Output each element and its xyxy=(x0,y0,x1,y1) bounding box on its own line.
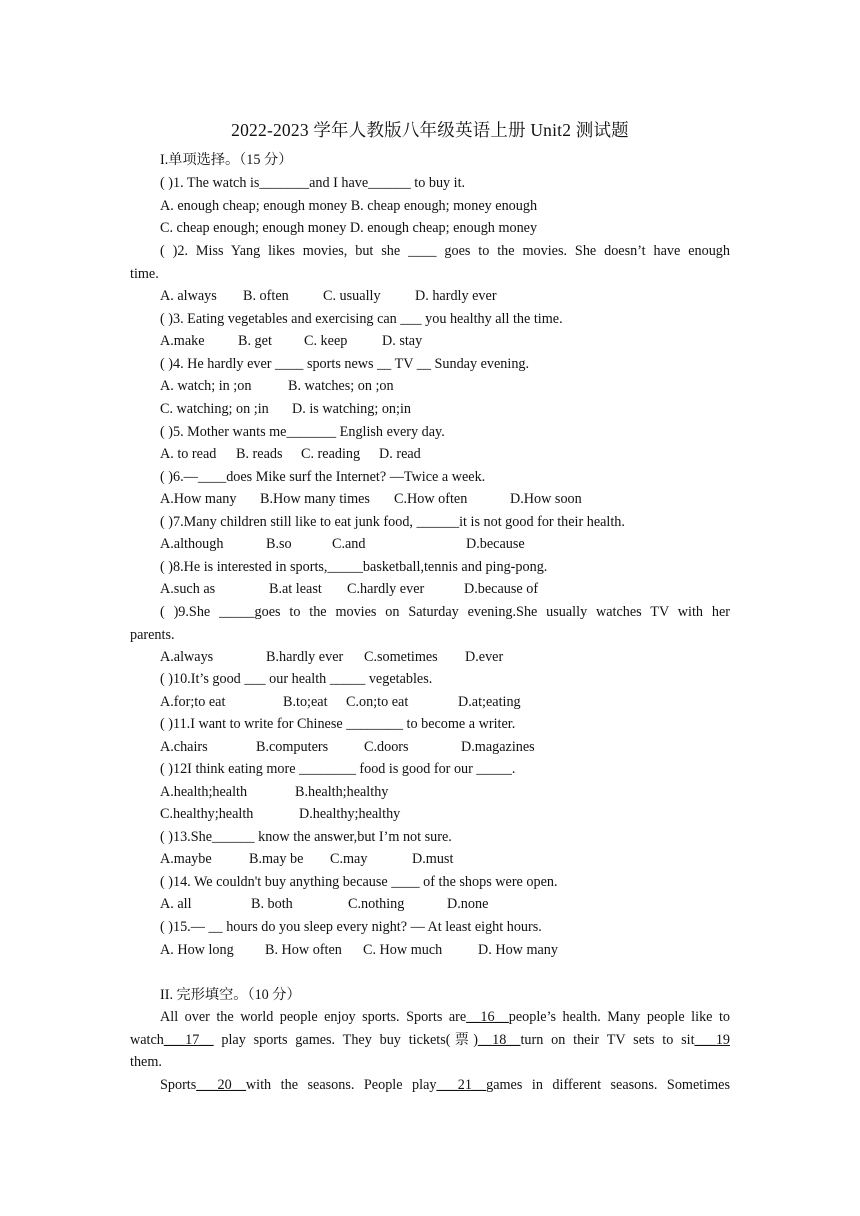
question-15-option-a: A. How long xyxy=(160,942,234,958)
question-12-option-d: D.healthy;healthy xyxy=(299,806,401,822)
question-9-stem-line1: ( )9.She _____goes to the movies on Saturday evening.She usually watches TV with her xyxy=(160,604,730,620)
question-9-option-a: A.always xyxy=(160,649,214,665)
question-3-option-a: A.make xyxy=(160,333,205,349)
question-7-option-c: C.and xyxy=(332,536,366,552)
question-10-option-a: A.for;to eat xyxy=(160,694,226,710)
question-1-options-line1: A. enough cheap; enough money B. cheap enough; money enough xyxy=(160,198,538,214)
question-4-option-c: C. watching; on ;in xyxy=(160,401,269,417)
question-6-option-b: B.How many times xyxy=(260,491,370,507)
question-10-stem: ( )10.It’s good ___ our health _____ vegetables. xyxy=(160,671,433,687)
question-8-option-a: A.such as xyxy=(160,581,216,597)
cloze-text: watch xyxy=(130,1032,164,1048)
question-8-option-b: B.at least xyxy=(269,581,322,597)
question-13-option-c: C.may xyxy=(330,851,368,867)
cloze-blank-21: ___21__ xyxy=(436,1077,487,1093)
question-14-option-b: B. both xyxy=(251,896,293,912)
cloze-paragraph-2-line1 xyxy=(160,1078,730,1092)
cloze-text: Sports xyxy=(160,1077,197,1093)
cloze-text: people’s health. Many people like to xyxy=(508,1009,730,1025)
question-7-option-b: B.so xyxy=(266,536,292,552)
question-2-option-b: B. often xyxy=(243,288,289,304)
question-4-stem: ( )4. He hardly ever ____ sports news __ TV __ Sunday evening. xyxy=(160,356,530,372)
question-14-option-a: A. all xyxy=(160,896,192,912)
question-5-option-c: C. reading xyxy=(301,446,361,462)
cloze-text: with the seasons. People play xyxy=(245,1077,437,1093)
question-2-option-a: A. always xyxy=(160,288,217,304)
question-7-stem: ( )7.Many children still like to eat junk food, ______it is not good for their health. xyxy=(160,514,625,530)
question-10-option-c: C.on;to eat xyxy=(346,694,409,710)
question-6-stem: ( )6.—____does Mike surf the Internet? —Twice a week. xyxy=(160,469,486,485)
section-2-heading: II. 完形填空。（10 分） xyxy=(160,987,301,1003)
question-2-option-d: D. hardly ever xyxy=(415,288,497,304)
question-13-option-a: A.maybe xyxy=(160,851,212,867)
question-1-stem: ( )1. The watch is_______and I have______ to buy it. xyxy=(160,175,466,191)
question-3-option-b: B. get xyxy=(238,333,272,349)
question-13-stem: ( )13.She______ know the answer,but I’m not sure. xyxy=(160,829,452,845)
question-11-option-c: C.doors xyxy=(364,739,409,755)
question-5-option-b: B. reads xyxy=(236,446,283,462)
question-2-option-c: C. usually xyxy=(323,288,381,304)
question-15-option-d: D. How many xyxy=(478,942,558,958)
question-12-option-a: A.health;health xyxy=(160,784,248,800)
question-7-option-d: D.because xyxy=(466,536,525,552)
question-14-option-c: C.nothing xyxy=(348,896,405,912)
cloze-text: turn on their TV sets to sit xyxy=(520,1032,695,1048)
section-1-heading: I.单项选择。（15 分） xyxy=(160,152,293,168)
question-5-stem: ( )5. Mother wants me_______ English every day. xyxy=(160,424,445,440)
question-11-option-a: A.chairs xyxy=(160,739,208,755)
question-3-option-d: D. stay xyxy=(382,333,423,349)
question-6-option-d: D.How soon xyxy=(510,491,582,507)
question-9-option-c: C.sometimes xyxy=(364,649,438,665)
question-4-option-a: A. watch; in ;on xyxy=(160,378,252,394)
question-6-option-c: C.How often xyxy=(394,491,468,507)
question-9-stem-line2: parents. xyxy=(130,627,175,643)
cloze-blank-18: __18__ xyxy=(477,1032,521,1048)
question-15-option-b: B. How often xyxy=(265,942,342,958)
question-12-stem: ( )12I think eating more ________ food is good for our _____. xyxy=(160,761,516,777)
cloze-paragraph-1-line3: them. xyxy=(130,1054,162,1070)
cloze-blank-16: __16__ xyxy=(466,1009,509,1025)
question-14-stem: ( )14. We couldn't buy anything because ____ of the shops were open. xyxy=(160,874,558,890)
question-5-option-a: A. to read xyxy=(160,446,217,462)
question-8-option-d: D.because of xyxy=(464,581,539,597)
question-11-option-d: D.magazines xyxy=(461,739,535,755)
question-14-option-d: D.none xyxy=(447,896,489,912)
question-15-option-c: C. How much xyxy=(363,942,443,958)
question-8-stem: ( )8.He is interested in sports,_____basketball,tennis and ping-pong. xyxy=(160,559,548,575)
question-10-option-d: D.at;eating xyxy=(458,694,521,710)
question-1-options-line2: C. cheap enough; enough money D. enough cheap; enough money xyxy=(160,220,538,236)
question-8-option-c: C.hardly ever xyxy=(347,581,425,597)
page-title: 2022-2023 学年人教版八年级英语上册 Unit2 测试题 xyxy=(231,120,629,140)
cloze-text: All over the world people enjoy sports. Sports are xyxy=(160,1009,467,1025)
question-9-option-d: D.ever xyxy=(465,649,504,665)
question-15-stem: ( )15.— __ hours do you sleep every night? — At least eight hours. xyxy=(160,919,542,935)
question-2-stem-line1: ( )2. Miss Yang likes movies, but she ____ goes to the movies. She doesn’t have enough xyxy=(160,243,730,259)
question-12-option-b: B.health;healthy xyxy=(295,784,389,800)
cloze-blank-20: ___20__ xyxy=(196,1077,246,1093)
question-4-option-d: D. is watching; on;in xyxy=(292,401,412,417)
question-6-option-a: A.How many xyxy=(160,491,237,507)
question-5-option-d: D. read xyxy=(379,446,421,462)
question-13-option-b: B.may be xyxy=(249,851,304,867)
question-3-option-c: C. keep xyxy=(304,333,348,349)
question-2-stem-line2: time. xyxy=(130,266,159,282)
question-3-stem: ( )3. Eating vegetables and exercising can ___ you healthy all the time. xyxy=(160,311,563,327)
cloze-blank-17: ___17__ xyxy=(163,1032,214,1048)
question-10-option-b: B.to;eat xyxy=(283,694,328,710)
question-4-option-b: B. watches; on ;on xyxy=(288,378,394,394)
question-11-option-b: B.computers xyxy=(256,739,329,755)
question-9-option-b: B.hardly ever xyxy=(266,649,344,665)
question-12-option-c: C.healthy;health xyxy=(160,806,254,822)
cloze-paragraph-1-line1 xyxy=(160,1010,730,1024)
cloze-blank-19: ___19 xyxy=(694,1032,730,1048)
cloze-text: games in different seasons. Sometimes xyxy=(486,1077,730,1093)
question-13-option-d: D.must xyxy=(412,851,454,867)
question-7-option-a: A.although xyxy=(160,536,224,552)
cloze-text: play sports games. They buy tickets(票) xyxy=(213,1032,478,1048)
question-11-stem: ( )11.I want to write for Chinese ________ to become a writer. xyxy=(160,716,516,732)
cloze-paragraph-1-line2 xyxy=(130,1033,730,1047)
